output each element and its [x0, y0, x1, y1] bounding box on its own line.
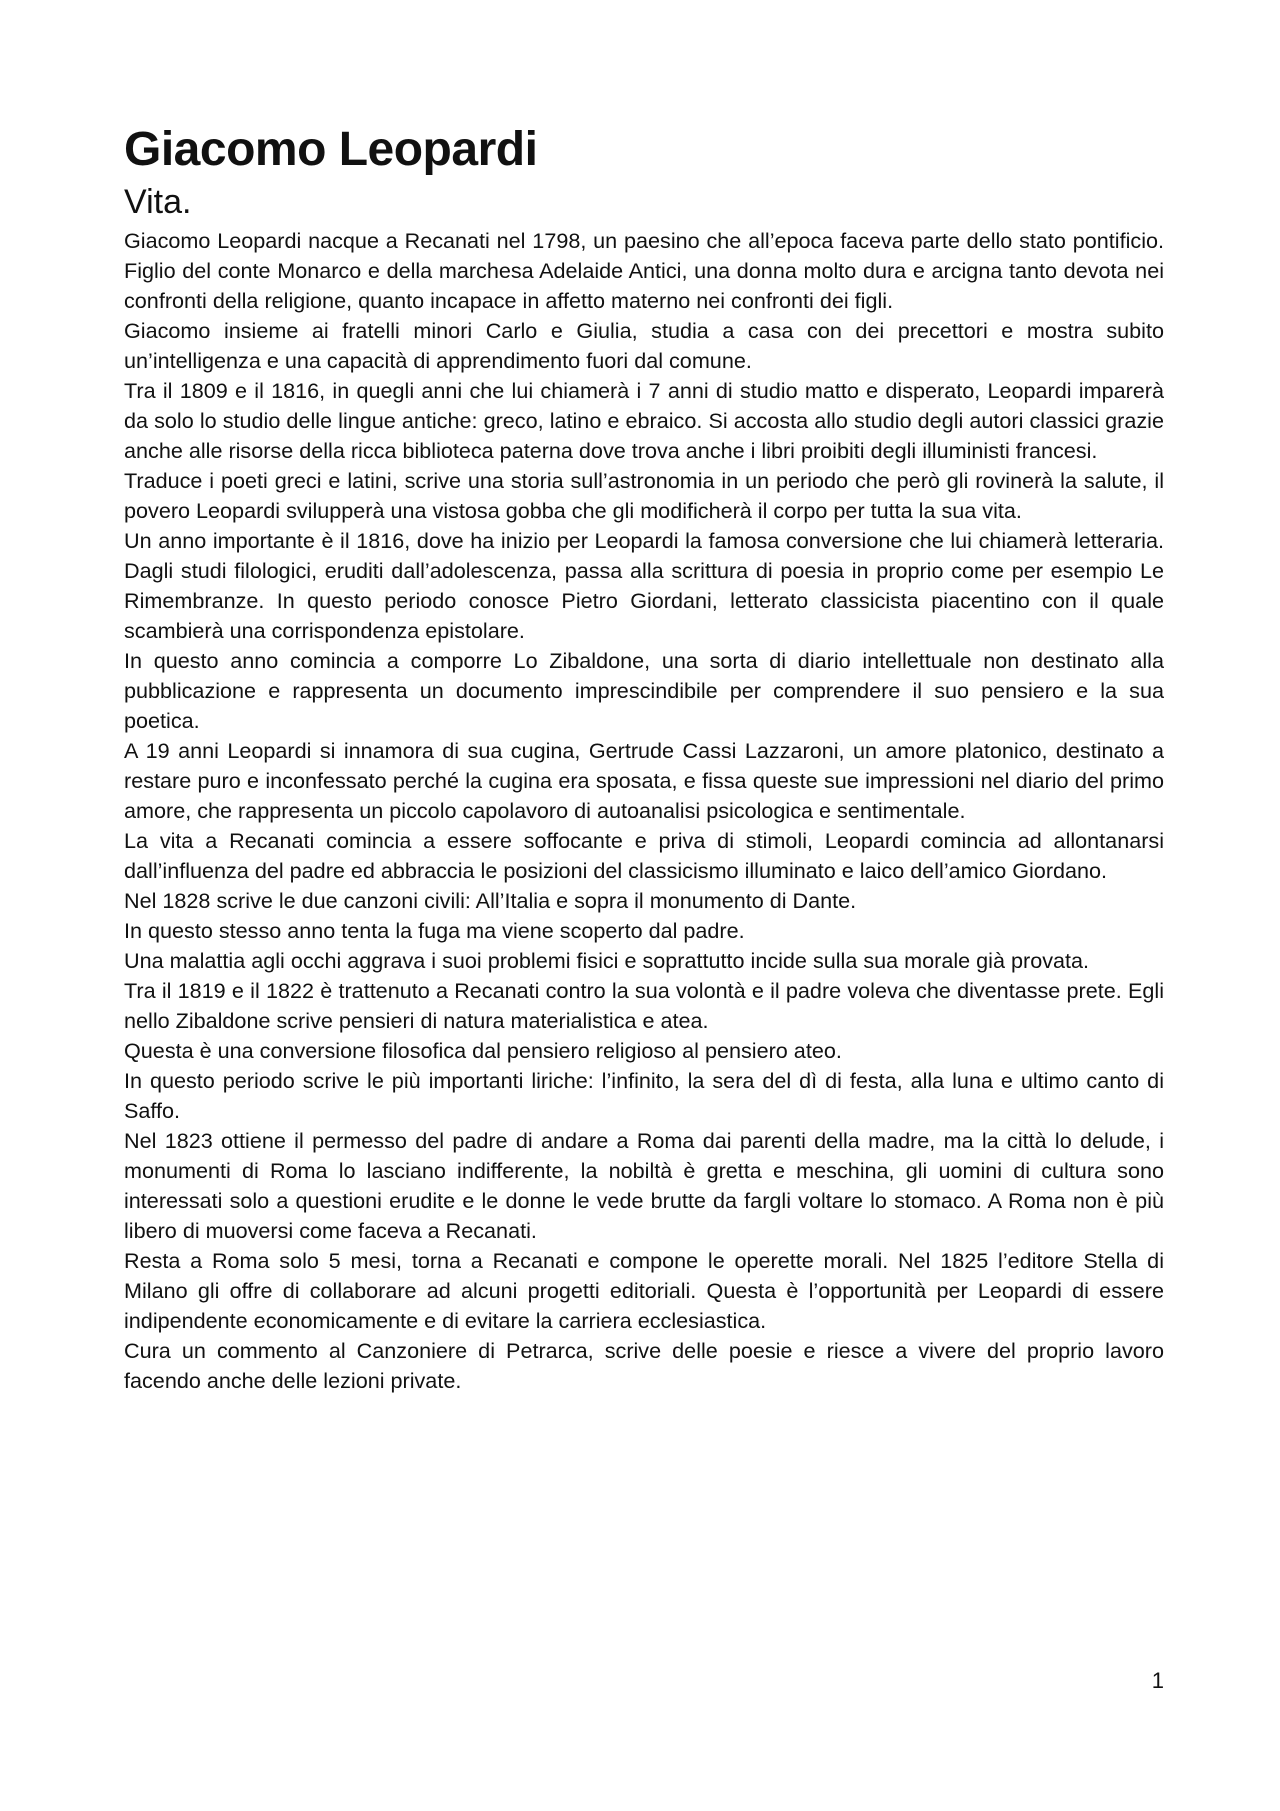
- section-heading: Vita.: [124, 183, 192, 221]
- paragraph: In questo anno comincia a comporre Lo Zibaldone, una sorta di diario intellettuale non destinato alla pubblicazione e rappresenta un documento imprescindibile per comprendere il suo pensiero e la sua poetica.: [124, 648, 1164, 733]
- paragraph: Giacomo insieme ai fratelli minori Carlo e Giulia, studia a casa con dei precettori e mostra subito un’intelligenza e una capacità di apprendimento fuori dal comune.: [124, 318, 1164, 373]
- document-title: Giacomo Leopardi: [124, 123, 538, 176]
- paragraph: In questo periodo scrive le più importanti liriche: l’infinito, la sera del dì di festa, alla luna e ultimo canto di Saffo.: [124, 1068, 1164, 1123]
- paragraph: Nel 1823 ottiene il permesso del padre di andare a Roma dai parenti della madre, ma la città lo delude, i monumenti di Roma lo lasciano indifferente, la nobiltà è gretta e meschina, gli uomini di cultura sono interessati solo a questioni erudite e le donne le vede brutte da fargli voltare lo stomaco. A Roma non è più libero di muoversi come faceva a Recanati.: [124, 1128, 1164, 1243]
- paragraph: Resta a Roma solo 5 mesi, torna a Recanati e compone le operette morali. Nel 1825 l’editore Stella di Milano gli offre di collaborare ad alcuni progetti editoriali. Questa è l’opportunità per Leopardi di essere indipendente economicamente e di evitare la carriera ecclesiastica.: [124, 1248, 1164, 1333]
- document-page: [124, 120, 1164, 1396]
- document-body: [124, 226, 1164, 1396]
- page-number: 1: [1151, 1668, 1164, 1693]
- paragraph: Un anno importante è il 1816, dove ha inizio per Leopardi la famosa conversione che lui chiamerà letteraria. Dagli studi filologici, eruditi dall’adolescenza, passa alla scrittura di poesia in proprio come per esempio Le Rimembranze. In questo periodo conosce Pietro Giordani, letterato classicista piacentino con il quale scambierà una corrispondenza epistolare.: [124, 528, 1164, 643]
- paragraph: Questa è una conversione filosofica dal pensiero religioso al pensiero ateo.: [124, 1038, 842, 1063]
- paragraph: Nel 1828 scrive le due canzoni civili: All’Italia e sopra il monumento di Dante.: [124, 888, 857, 913]
- paragraph: Tra il 1819 e il 1822 è trattenuto a Recanati contro la sua volontà e il padre voleva che diventasse prete. Egli nello Zibaldone scrive pensieri di natura materialistica e atea.: [124, 978, 1164, 1033]
- paragraph: La vita a Recanati comincia a essere soffocante e priva di stimoli, Leopardi comincia ad allontanarsi dall’influenza del padre ed abbraccia le posizioni del classicismo illuminato e laico dell’amico Giordano.: [124, 828, 1164, 883]
- paragraph: Giacomo Leopardi nacque a Recanati nel 1798, un paesino che all’epoca faceva parte dello stato pontificio. Figlio del conte Monarco e della marchesa Adelaide Antici, una donna molto dura e arcigna tanto devota nei confronti della religione, quanto incapace in affetto materno nei confronti dei figli.: [124, 228, 1164, 313]
- paragraph: A 19 anni Leopardi si innamora di sua cugina, Gertrude Cassi Lazzaroni, un amore platonico, destinato a restare puro e inconfessato perché la cugina era sposata, e fissa queste sue impressioni nel diario del primo amore, che rappresenta un piccolo capolavoro di autoanalisi psicologica e sentimentale.: [124, 738, 1164, 823]
- paragraph: Una malattia agli occhi aggrava i suoi problemi fisici e soprattutto incide sulla sua morale già provata.: [124, 948, 1090, 973]
- paragraph: Tra il 1809 e il 1816, in quegli anni che lui chiamerà i 7 anni di studio matto e disperato, Leopardi imparerà da solo lo studio delle lingue antiche: greco, latino e ebraico. Si accosta allo studio degli autori classici grazie anche alle risorse della ricca biblioteca paterna dove trova anche i libri proibiti degli illuministi francesi.: [124, 378, 1164, 463]
- paragraph: Cura un commento al Canzoniere di Petrarca, scrive delle poesie e riesce a vivere del proprio lavoro facendo anche delle lezioni private.: [124, 1338, 1164, 1393]
- paragraph: Traduce i poeti greci e latini, scrive una storia sull’astronomia in un periodo che però gli rovinerà la salute, il povero Leopardi svilupperà una vistosa gobba che gli modificherà il corpo per tutta la sua vita.: [124, 468, 1164, 523]
- paragraph: In questo stesso anno tenta la fuga ma viene scoperto dal padre.: [124, 918, 745, 943]
